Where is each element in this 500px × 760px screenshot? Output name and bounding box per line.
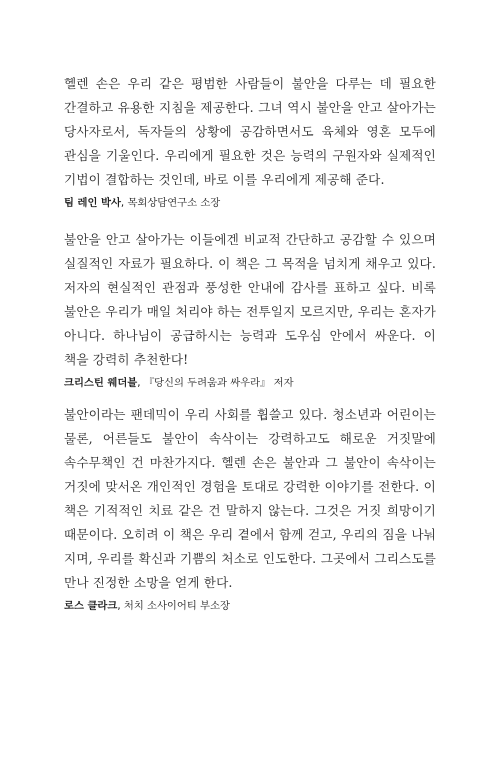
- endorsement-1: [64, 72, 436, 212]
- endorsement-quote: 헬렌 손은 우리 같은 평범한 사람들이 불안을 다루는 데 필요한 간결하고 유용한 지침을 제공한다. 그녀 역시 불안을 안고 살아가는 당사자로서, 독자들의 상황에 공감하면서도 육체와 영혼 모두에 관심을 기울인다. 우리에게 필요한 것은 능력의 구원자와 실제적인 기법이 결합하는 것인데, 바로 이를 우리에게 제공해 준다.: [64, 76, 436, 187]
- endorsement-attribution: [64, 374, 436, 392]
- endorser-name: 로스 클라크: [64, 600, 118, 612]
- endorsement-3: [64, 403, 436, 615]
- endorser-role: , 처치 소사이어티 부소장: [117, 600, 230, 612]
- endorsement-attribution: [64, 597, 436, 615]
- endorser-role: , 『당신의 두려움과 싸우라』 저자: [137, 377, 294, 389]
- endorser-role: , 목회상담연구소 소장: [120, 197, 221, 209]
- endorser-name: 크리스틴 웨더블: [64, 377, 138, 389]
- endorsement-2: [64, 228, 436, 392]
- endorsement-quote: 불안을 안고 살아가는 이들에겐 비교적 간단하고 공감할 수 있으며 실질적인 자료가 필요하다. 이 책은 그 목적을 넘치게 채우고 있다. 저자의 현실적인 관점과 풍성한 안내에 감사를 표하고 싶다. 비록 불안은 우리가 매일 처리야 하는 전투일지 모르지만, 우리는 혼자가 아니다. 하나님이 공급하시는 능력과 도우심 안에서 싸운다. 이 책을 강력히 추천한다!: [64, 232, 436, 367]
- endorsement-attribution: [64, 194, 436, 212]
- endorser-name: 팀 레인 박사: [64, 197, 121, 209]
- endorsement-quote: 불안이라는 팬데믹이 우리 사회를 휩쓸고 있다. 청소년과 어린이는 물론, 어른들도 불안이 속삭이는 강력하고도 해로운 거짓말에 속수무책인 건 마찬가지다. 헬렌 손은 불안과 그 불안이 속삭이는 거짓에 맞서온 개인적인 경험을 토대로 강력한 이야기를 전한다. 이 책은 기적적인 치료 같은 건 말하지 않는다. 그것은 거짓 희망이기 때문이다. 오히려 이 책은 우리 곁에서 함께 걷고, 우리의 짐을 나눠 지며, 우리를 확신과 기쁨의 처소로 인도한다. 그곳에서 그리스도를 만나 진정한 소망을 얻게 한다.: [64, 407, 436, 590]
